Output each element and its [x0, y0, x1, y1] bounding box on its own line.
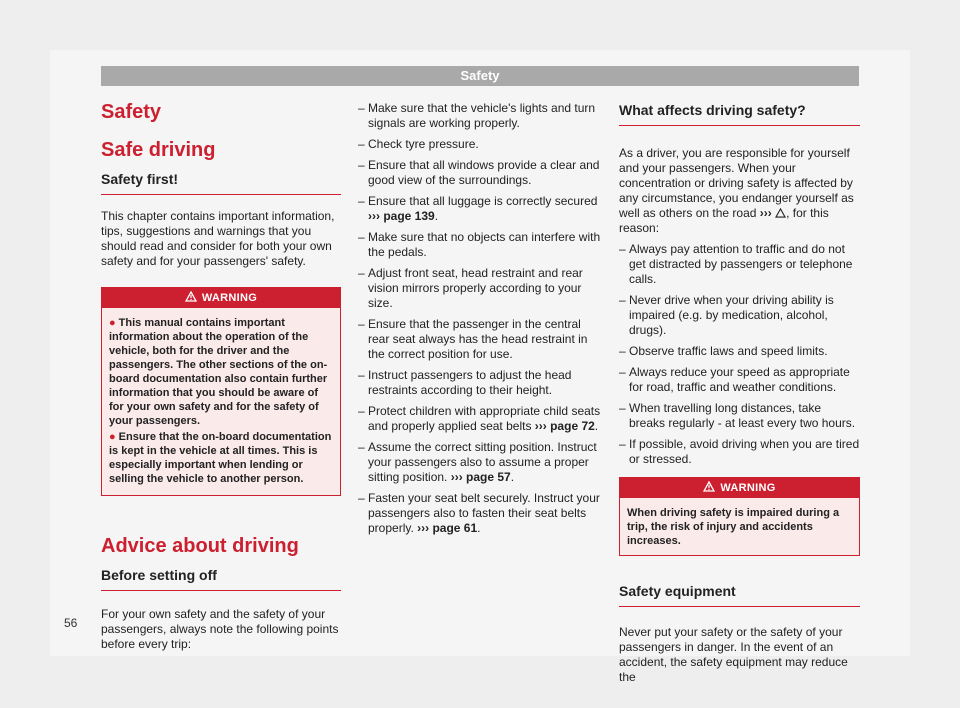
subsection-title-safety-first: Safety first! — [101, 170, 341, 195]
warning-body: When driving safety is impaired during a trip, the risk of injury and accidents increases. — [627, 507, 840, 547]
page-reference[interactable]: ››› page 139 — [368, 209, 435, 223]
list-item: – Never drive when your driving ability is impaired (e.g. by medication, alcohol, drugs). — [619, 293, 860, 338]
list-item: – Ensure that all luggage is correctly secured ››› page 139. — [358, 194, 603, 224]
warning-triangle-icon — [703, 481, 715, 492]
chapter-title: Safety — [101, 101, 162, 123]
column-1 — [101, 100, 341, 652]
intro-paragraph: This chapter contains important information, tips, suggestions and warnings that you should read and consider for both your own safety and for your passengers' safety. — [101, 209, 335, 268]
warning-item: ● Ensure that the on-board documentation is kept in the vehicle at all times. This is especially important when lending or selling the vehicle to another person. — [109, 431, 332, 485]
reasons-list — [619, 242, 860, 467]
section-title-advice: Advice about driving — [101, 535, 299, 557]
page-reference[interactable]: ››› page 61 — [417, 521, 478, 535]
cross-ref: ››› — [759, 206, 772, 220]
warning-body — [102, 308, 340, 495]
list-item: – Always reduce your speed as appropriate for road, traffic and weather conditions. — [619, 365, 860, 395]
column-2 — [358, 101, 603, 542]
warning-label: WARNING — [201, 292, 258, 304]
page-number: 56 — [64, 616, 78, 630]
list-item: – Protect children with appropriate child seats and properly applied seat belts ››› page 72. — [358, 404, 603, 434]
list-item: – If possible, avoid driving when you are tired or stressed. — [619, 437, 860, 467]
list-item: – Ensure that the passenger in the central rear seat always has the head restraint in the correct position for use. — [358, 317, 603, 362]
list-item: – Instruct passengers to adjust the head restraints according to their height. — [358, 368, 603, 398]
warning-label: WARNING — [720, 482, 776, 494]
list-item: – When travelling long distances, take breaks regularly - at least every two hours. — [619, 401, 860, 431]
list-item: – Ensure that all windows provide a clear and good view of the surroundings. — [358, 158, 603, 188]
list-item: – Make sure that no objects can interfere with the pedals. — [358, 230, 603, 260]
before-paragraph: For your own safety and the safety of your passengers, always note the following points before every trip: — [101, 607, 339, 651]
subsection-title-affects: What affects driving safety? — [619, 101, 860, 126]
list-item: – Always pay attention to traffic and do not get distracted by passengers or telephone calls. — [619, 242, 860, 287]
list-item: – Make sure that the vehicle's lights and turn signals are working properly. — [358, 101, 603, 131]
list-item: – Observe traffic laws and speed limits. — [619, 344, 860, 359]
warning-box — [101, 287, 341, 496]
bullet-icon: ● — [109, 431, 116, 443]
warning-header — [620, 478, 859, 498]
section-title-safe-driving: Safe driving — [101, 139, 216, 161]
list-item: – Check tyre pressure. — [358, 137, 603, 152]
equipment-paragraph: Never put your safety or the safety of your passengers in danger. In the event of an accident, the safety equipment may reduce the — [619, 625, 848, 684]
warning-item: ● This manual contains important information about the operation of the vehicle, both for the driver and the passengers. The other sections of the on-board documentation also contain further information that you should be aware of for your own safety and for the safety of your passengers. — [109, 317, 328, 427]
column-3 — [619, 101, 860, 685]
bullet-icon: ● — [109, 317, 116, 329]
subsection-title-equipment: Safety equipment — [619, 582, 860, 607]
running-header: Safety — [101, 66, 859, 86]
warning-header — [102, 288, 340, 308]
subsection-title-before-setting-off: Before setting off — [101, 566, 341, 591]
warning-triangle-icon — [185, 291, 197, 302]
list-item: – Assume the correct sitting position. Instruct your passengers also to assume a proper sitting position. ››› page 57. — [358, 440, 603, 485]
warning-triangle-icon — [775, 208, 786, 218]
list-item: – Fasten your seat belt securely. Instruct your passengers also to fasten their seat belts properly. ››› page 61. — [358, 491, 603, 536]
list-item: – Adjust front seat, head restraint and rear vision mirrors properly according to your size. — [358, 266, 603, 311]
warning-box-2 — [619, 477, 860, 556]
page-reference[interactable]: ››› page 72 — [534, 419, 595, 433]
affects-paragraph: As a driver, you are responsible for yourself and your passengers. When your concentration or driving safety is affected by any circumstance, you endanger yourself as well as others on the road ››› , for this reason: — [619, 146, 854, 235]
page-reference[interactable]: ››› page 57 — [450, 470, 511, 484]
checklist — [358, 101, 603, 536]
